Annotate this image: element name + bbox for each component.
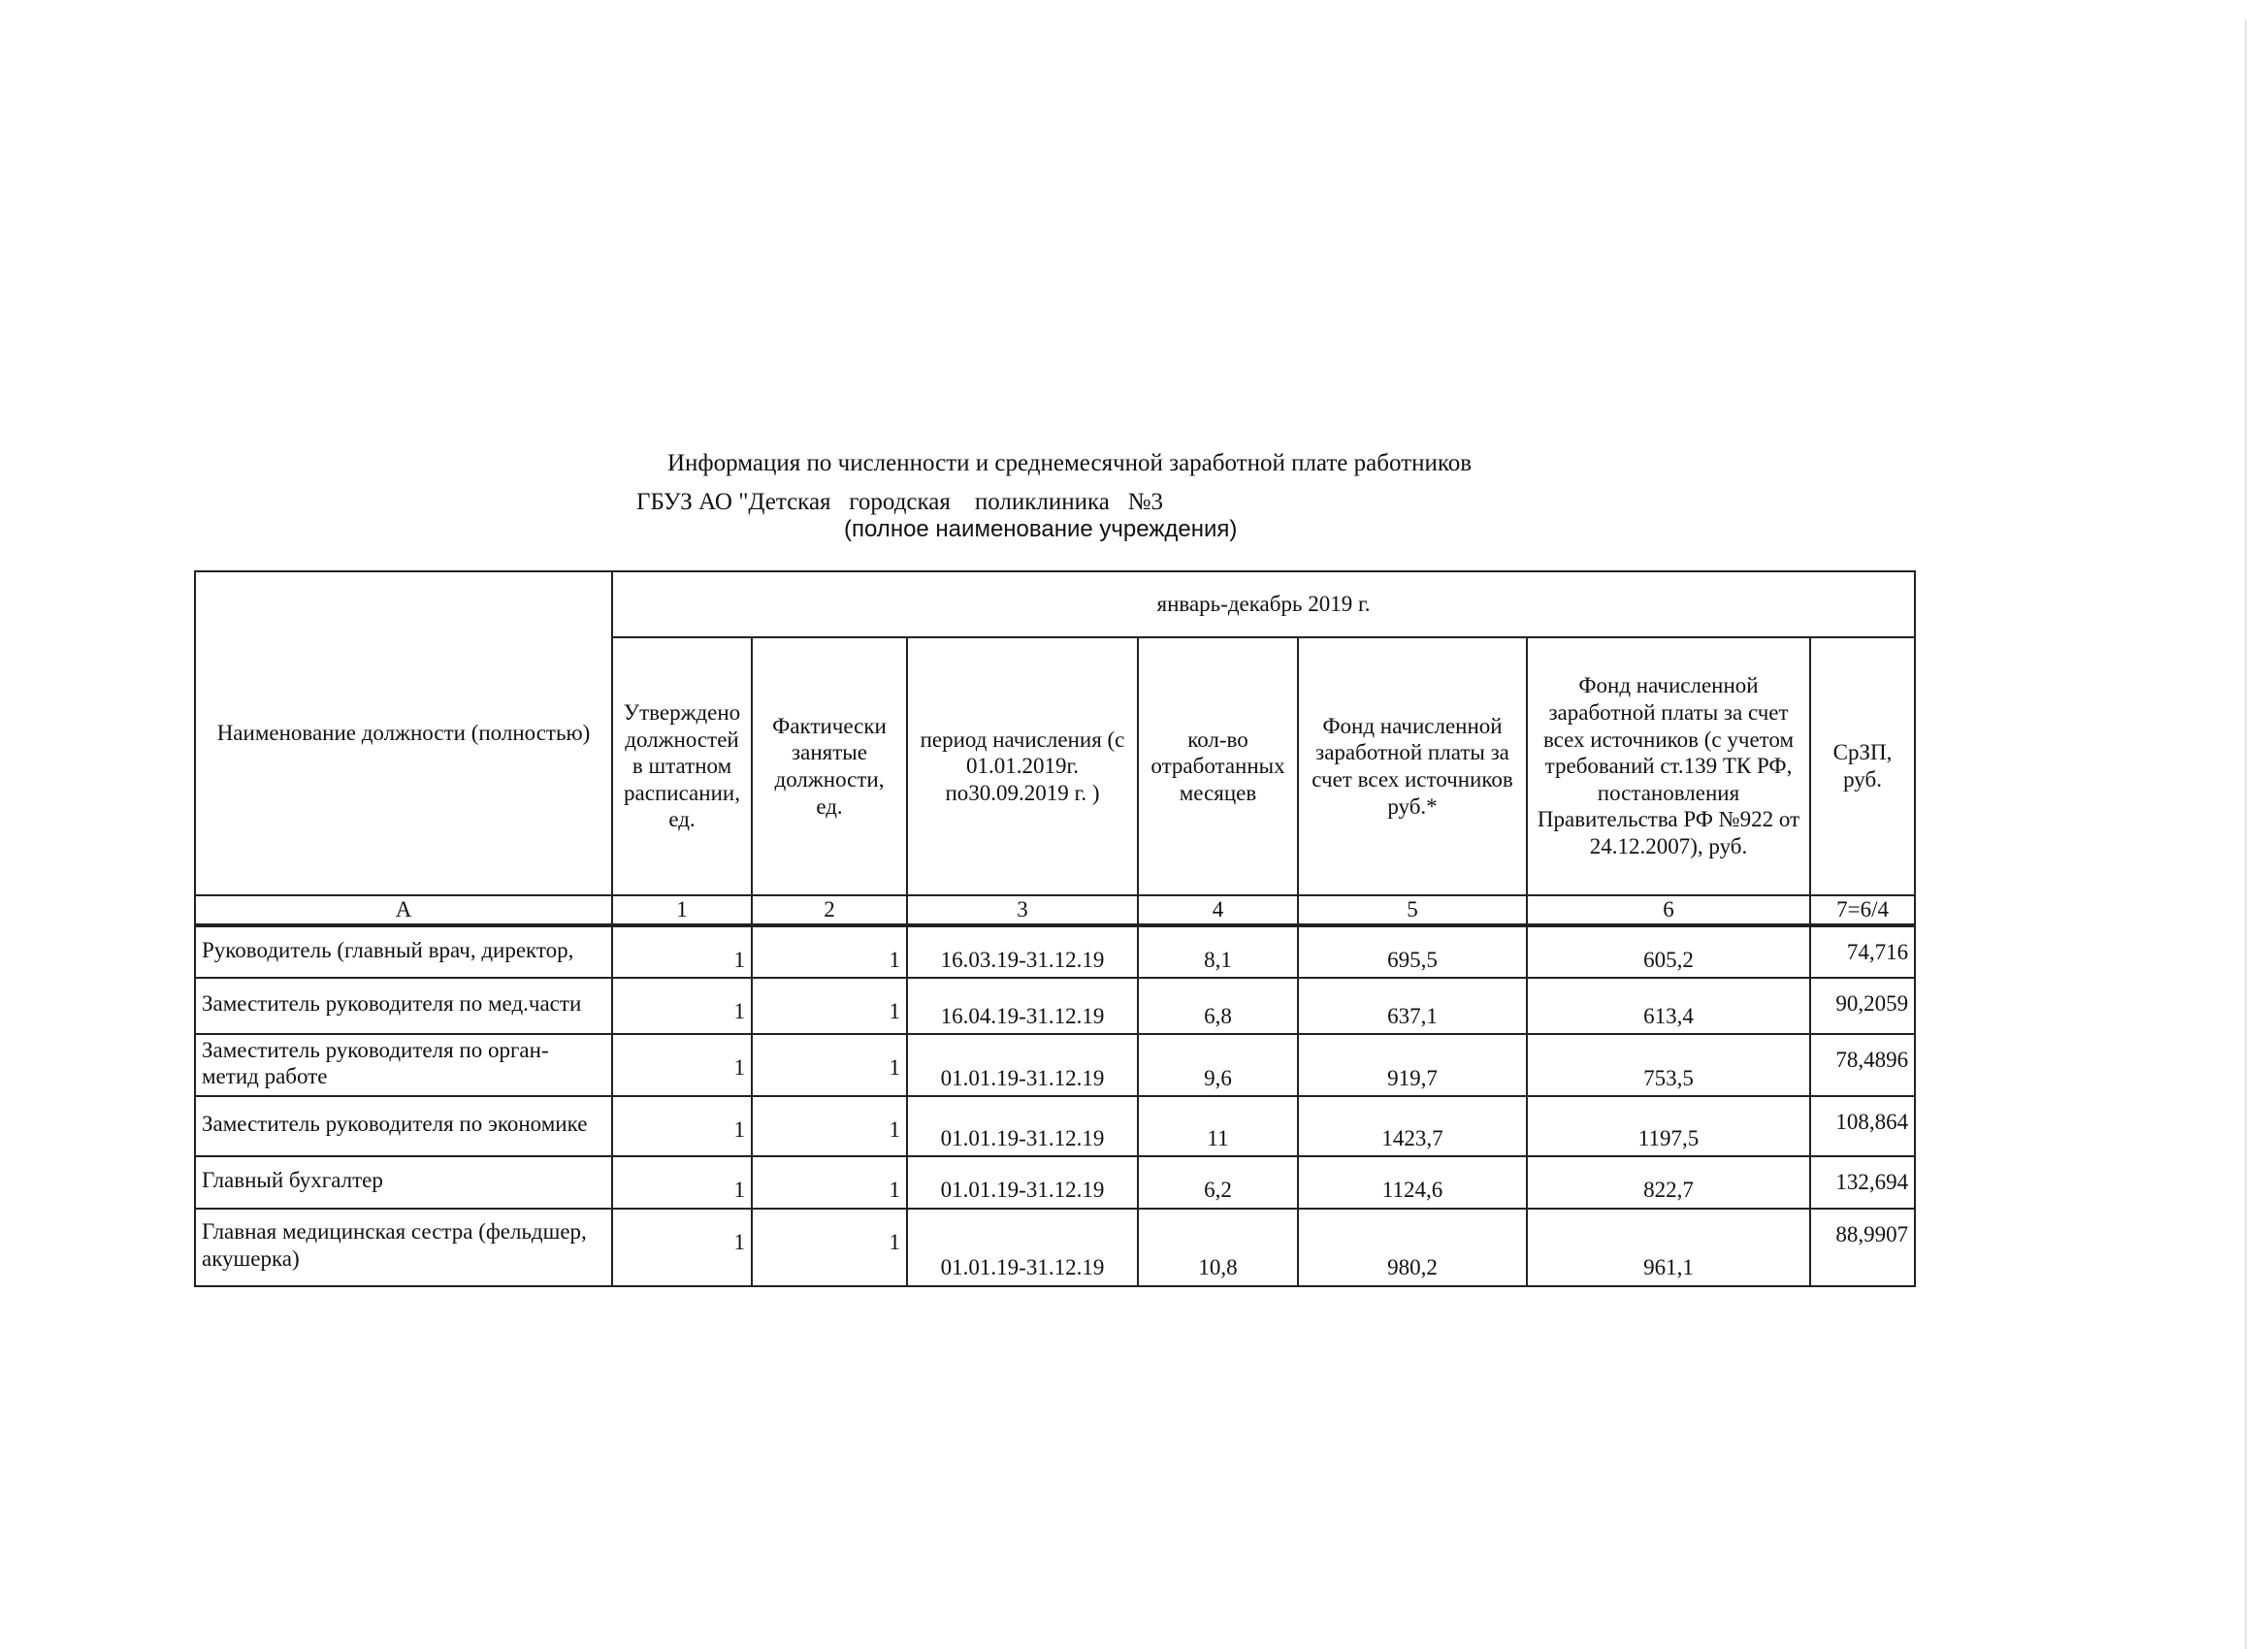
payroll-fund-139: 822,7 (1527, 1156, 1810, 1209)
approved-count: 1 (612, 1209, 752, 1286)
occupied-count: 1 (752, 1209, 907, 1286)
position-name: Главная медицинская сестра (фельдшер, акушерка) (195, 1209, 612, 1286)
occupied-count: 1 (752, 1156, 907, 1209)
header-row (195, 571, 1915, 637)
accrual-period: 01.01.19-31.12.19 (907, 1096, 1138, 1156)
months-worked: 6,2 (1138, 1156, 1298, 1209)
table-row (195, 1156, 1915, 1209)
table-row (195, 978, 1915, 1034)
column-number: 1 (612, 895, 752, 925)
accrual-period: 16.03.19-31.12.19 (907, 925, 1138, 979)
position-name: Заместитель руководителя по мед.части (195, 978, 612, 1034)
header-period: январь-декабрь 2019 г. (612, 571, 1915, 637)
months-worked: 6,8 (1138, 978, 1298, 1034)
position-name: Заместитель руководителя по орган-метид работе (195, 1034, 612, 1096)
payroll-fund-139: 605,2 (1527, 925, 1810, 979)
payroll-fund-139: 613,4 (1527, 978, 1810, 1034)
occupied-count: 1 (752, 1034, 907, 1096)
accrual-period: 01.01.19-31.12.19 (907, 1209, 1138, 1286)
column-number: 7=6/4 (1810, 895, 1915, 925)
average-salary: 90,2059 (1810, 978, 1915, 1034)
occupied-count: 1 (752, 1096, 907, 1156)
position-name: Заместитель руководителя по экономике (195, 1096, 612, 1156)
header-occupied: Фактически занятые должности, ед. (752, 637, 907, 895)
header-accrual-period: период начисления (с 01.01.2019г. по30.09.2019 г. ) (907, 637, 1138, 895)
average-salary: 108,864 (1810, 1096, 1915, 1156)
organization-caption: (полное наименование учреждения) (844, 516, 1238, 542)
header-average-salary: СрЗП, руб. (1810, 637, 1915, 895)
table-row (195, 1096, 1915, 1156)
accrual-period: 16.04.19-31.12.19 (907, 978, 1138, 1034)
occupied-count: 1 (752, 925, 907, 979)
salary-table (194, 570, 1916, 1287)
payroll-fund: 980,2 (1298, 1209, 1527, 1286)
header-approved: Утверждено должностей в штатном расписании, ед. (612, 637, 752, 895)
payroll-fund: 1423,7 (1298, 1096, 1527, 1156)
header-payroll-fund-139: Фонд начисленной заработной платы за счет всех источников (с учетом требований ст.139 ТК РФ, постановления Правительства РФ №922 от 24.12.2007), руб. (1527, 637, 1810, 895)
column-number-row (195, 895, 1915, 925)
page-edge (2245, 19, 2247, 1649)
column-number: 2 (752, 895, 907, 925)
approved-count: 1 (612, 1096, 752, 1156)
header-months-worked: кол-во отработанных месяцев (1138, 637, 1298, 895)
average-salary: 132,694 (1810, 1156, 1915, 1209)
column-number: 3 (907, 895, 1138, 925)
occupied-count: 1 (752, 978, 907, 1034)
column-number: 6 (1527, 895, 1810, 925)
approved-count: 1 (612, 1034, 752, 1096)
table-row (195, 1209, 1915, 1286)
average-salary: 78,4896 (1810, 1034, 1915, 1096)
payroll-fund-139: 753,5 (1527, 1034, 1810, 1096)
position-name: Главный бухгалтер (195, 1156, 612, 1209)
column-number: А (195, 895, 612, 925)
approved-count: 1 (612, 925, 752, 979)
payroll-fund-139: 1197,5 (1527, 1096, 1810, 1156)
accrual-period: 01.01.19-31.12.19 (907, 1034, 1138, 1096)
table-row (195, 925, 1915, 979)
payroll-fund: 919,7 (1298, 1034, 1527, 1096)
position-name: Руководитель (главный врач, директор, (195, 925, 612, 979)
payroll-fund: 1124,6 (1298, 1156, 1527, 1209)
average-salary: 74,716 (1810, 925, 1915, 979)
payroll-fund: 695,5 (1298, 925, 1527, 979)
approved-count: 1 (612, 978, 752, 1034)
months-worked: 11 (1138, 1096, 1298, 1156)
column-number: 5 (1298, 895, 1527, 925)
months-worked: 10,8 (1138, 1209, 1298, 1286)
average-salary: 88,9907 (1810, 1209, 1915, 1286)
approved-count: 1 (612, 1156, 752, 1209)
payroll-fund-139: 961,1 (1527, 1209, 1810, 1286)
accrual-period: 01.01.19-31.12.19 (907, 1156, 1138, 1209)
header-position-name: Наименование должности (полностью) (195, 571, 612, 895)
months-worked: 8,1 (1138, 925, 1298, 979)
payroll-fund: 637,1 (1298, 978, 1527, 1034)
organization-name: ГБУЗ АО "Детская городская поликлиника №3 (636, 489, 1164, 515)
months-worked: 9,6 (1138, 1034, 1298, 1096)
document-title: Информация по численности и среднемесячной заработной плате работников (667, 450, 1473, 476)
table-row (195, 1034, 1915, 1096)
header-payroll-fund: Фонд начисленной заработной платы за счет всех источников руб.* (1298, 637, 1527, 895)
table-body (195, 571, 1915, 1286)
column-number: 4 (1138, 895, 1298, 925)
